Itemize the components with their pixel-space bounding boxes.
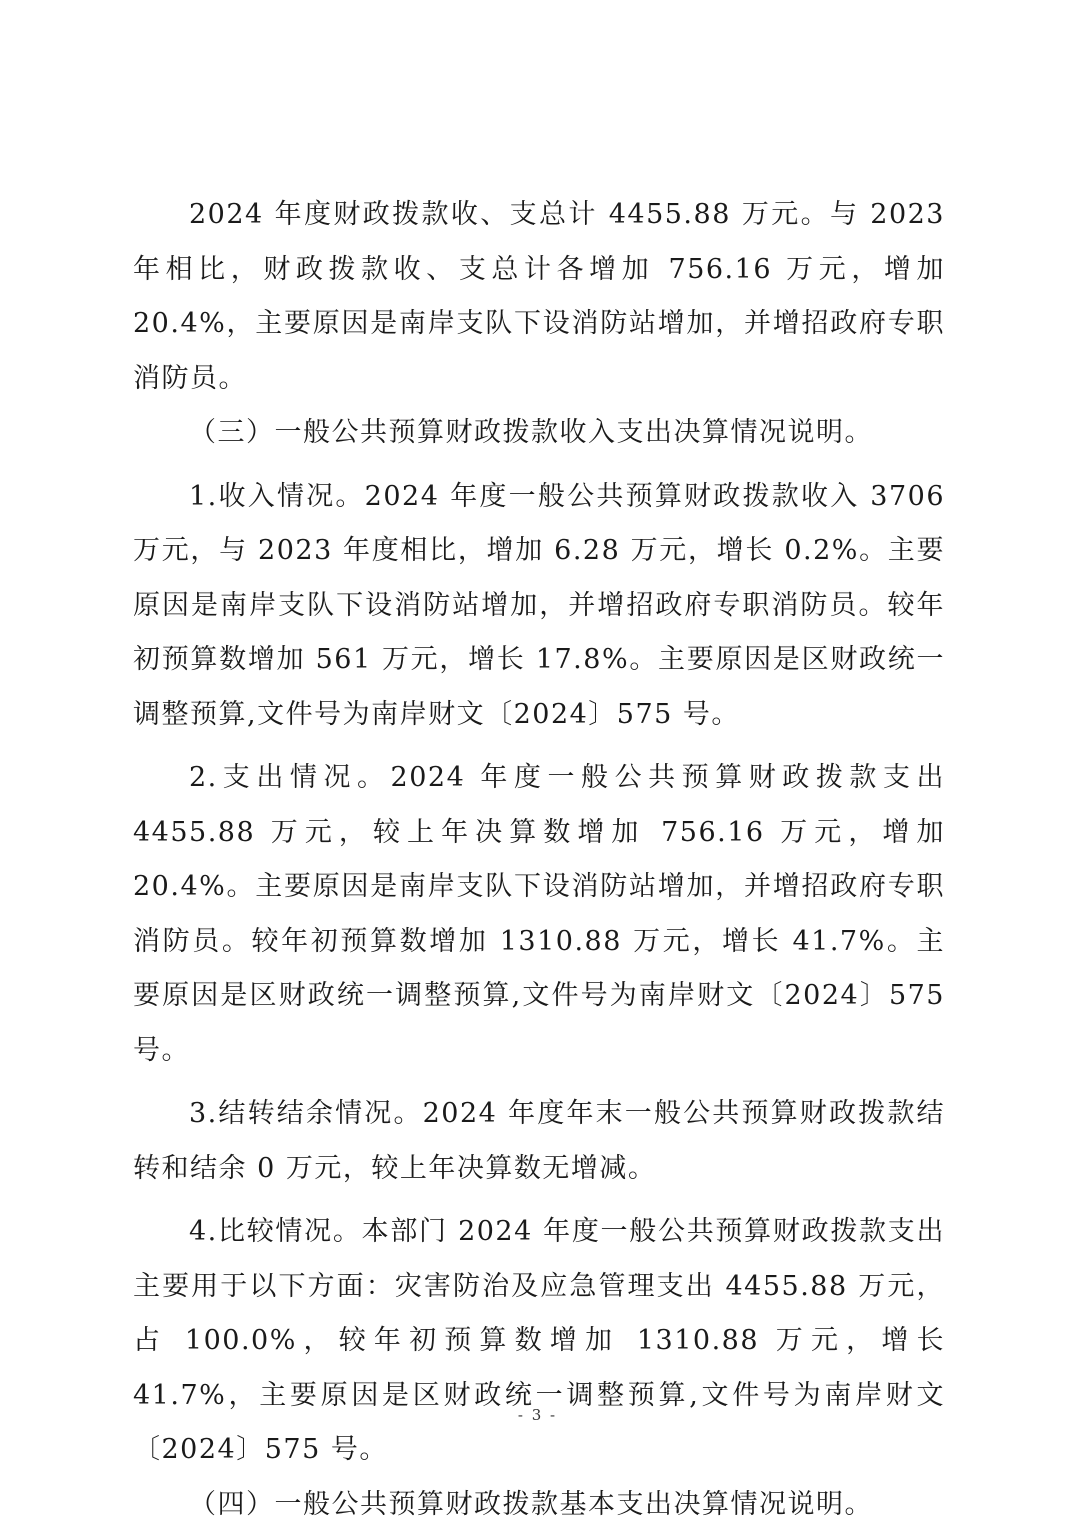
paragraph-income: 1.收入情况。2024 年度一般公共预算财政拨款收入 3706 万元，与 2023 年度相比，增加 6.28 万元，增长 0.2%。主要原因是南岸支队下设消防站增加，并增招政府专职消防员。较年初预算数增加 561 万元，增长 17.8%。主要原因是区财政统一调整预算,文件号为南岸财文〔2024〕575 号。 [133,470,945,743]
section-heading-4: （四）一般公共预算财政拨款基本支出决算情况说明。 [133,1478,945,1532]
paragraph-comparison: 4.比较情况。本部门 2024 年度一般公共预算财政拨款支出主要用于以下方面：灾害防治及应急管理支出 4455.88 万元，占 100.0%，较年初预算数增加 1310.88 万元，增长 41.7%，主要原因是区财政统一调整预算,文件号为南岸财文〔2024〕575 号。 [133,1205,945,1478]
paragraph-expenditure: 2.支出情况。2024 年度一般公共预算财政拨款支出 4455.88 万元，较上年决算数增加 756.16 万元，增加 20.4%。主要原因是南岸支队下设消防站增加，并增招政府专职消防员。较年初预算数增加 1310.88 万元，增长 41.7%。主要原因是区财政统一调整预算,文件号为南岸财文〔2024〕575 号。 [133,751,945,1078]
document-body [133,188,945,1532]
paragraph-carryover: 3.结转结余情况。2024 年度年末一般公共预算财政拨款结转和结余 0 万元，较上年决算数无增减。 [133,1087,945,1196]
paragraph-total-appropriation: 2024 年度财政拨款收、支总计 4455.88 万元。与 2023 年相比，财政拨款收、支总计各增加 756.16 万元，增加 20.4%，主要原因是南岸支队下设消防站增加，并增招政府专职消防员。 [133,188,945,406]
page-number: - 3 - [0,1406,1075,1424]
section-heading-3: （三）一般公共预算财政拨款收入支出决算情况说明。 [133,406,945,461]
